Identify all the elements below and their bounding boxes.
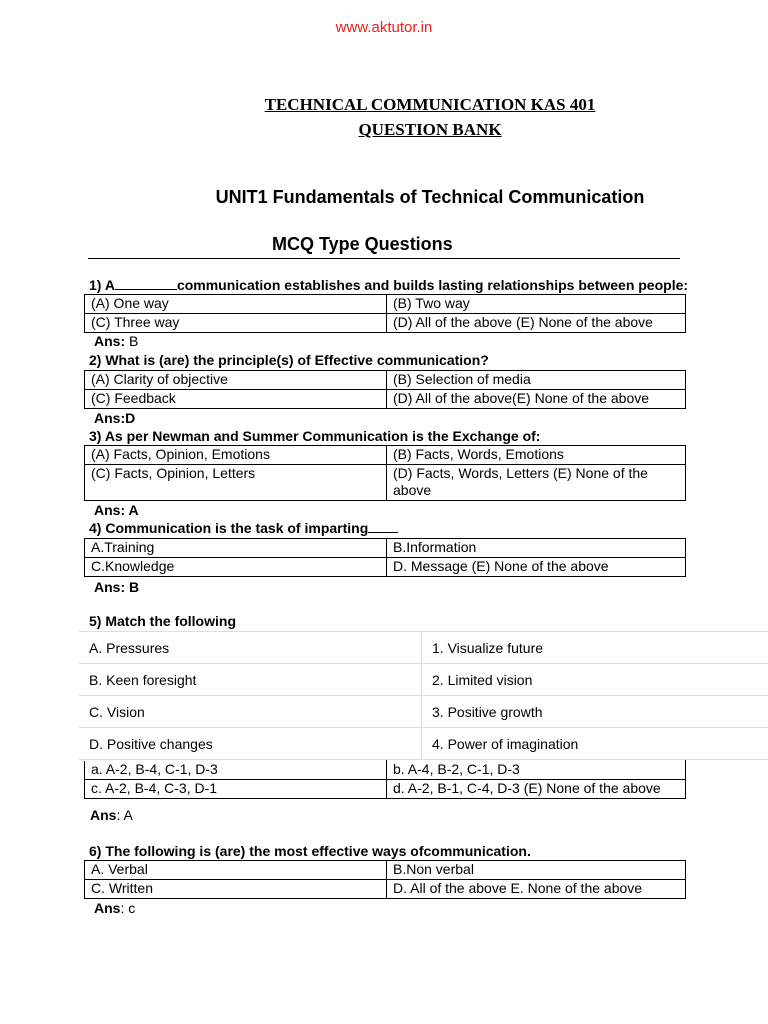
match-left: C. Vision: [79, 696, 422, 728]
answer-5: [90, 807, 133, 823]
options-row: [85, 539, 686, 558]
option-c: (C) Feedback: [85, 390, 387, 409]
document-subtitle: QUESTION BANK: [358, 120, 502, 139]
question-1-text: communication establishes and builds lasting relationships between people:: [176, 277, 689, 293]
match-left: A. Pressures: [79, 632, 422, 664]
question-4-options: [84, 538, 686, 577]
answer-label: Ans: [94, 900, 121, 916]
question-1-blank: [115, 289, 177, 290]
question-4-blank: [368, 532, 398, 533]
question-1-options: [84, 294, 686, 333]
question-5-options: [84, 760, 686, 799]
option-d: (D) Facts, Words, Letters (E) None of the above: [387, 465, 686, 501]
document-title: TECHNICAL COMMUNICATION KAS 401: [264, 95, 596, 114]
answer-value: : A: [116, 807, 133, 823]
question-6: 6) The following is (are) the most effective ways ofcommunication.: [89, 843, 531, 859]
answer-label: Ans: A: [94, 502, 139, 518]
section-heading: MCQ Type Questions: [272, 234, 453, 254]
question-4-text: 4) Communication is the task of imparting: [89, 520, 369, 536]
match-table: [79, 631, 768, 760]
option-a: A. Verbal: [85, 861, 387, 880]
option-a: (A) Facts, Opinion, Emotions: [85, 446, 387, 465]
question-4: [89, 520, 398, 536]
match-row: [79, 696, 768, 728]
unit-heading: UNIT1 Fundamentals of Technical Communication: [215, 187, 645, 207]
option-a: A.Training: [85, 539, 387, 558]
match-right: 2. Limited vision: [422, 664, 768, 696]
option-c: (C) Three way: [85, 314, 387, 333]
option-c: C. Written: [85, 880, 387, 899]
match-row: [79, 728, 768, 760]
options-row: [85, 780, 686, 799]
option-b: (B) Facts, Words, Emotions: [387, 446, 686, 465]
options-row: [85, 371, 686, 390]
options-row: [85, 446, 686, 465]
question-3-options: [84, 445, 686, 501]
answer-value: B: [125, 333, 139, 349]
answer-label: Ans: B: [94, 579, 140, 595]
option-d: D. All of the above E. None of the above: [387, 880, 686, 899]
answer-label: Ans:: [94, 333, 126, 349]
option-b: B.Information: [387, 539, 686, 558]
answer-6: [94, 900, 135, 916]
option-d: (D) All of the above(E) None of the above: [387, 390, 686, 409]
option-c: (C) Facts, Opinion, Letters: [85, 465, 387, 501]
option-b: (B) Selection of media: [387, 371, 686, 390]
question-3: 3) As per Newman and Summer Communication is the Exchange of:: [89, 428, 541, 444]
option-c: C.Knowledge: [85, 558, 387, 577]
option-d: D. Message (E) None of the above: [387, 558, 686, 577]
options-row: [85, 861, 686, 880]
section-divider: [88, 258, 680, 259]
options-row: [85, 761, 686, 780]
option-b: (B) Two way: [387, 295, 686, 314]
options-row: [85, 314, 686, 333]
answer-value: : c: [120, 900, 136, 916]
options-row: [85, 390, 686, 409]
match-left: B. Keen foresight: [79, 664, 422, 696]
option-b: B.Non verbal: [387, 861, 686, 880]
option-c: c. A-2, B-4, C-3, D-1: [85, 780, 387, 799]
answer-3: [94, 502, 139, 518]
option-d: (D) All of the above (E) None of the above: [387, 314, 686, 333]
match-right: 1. Visualize future: [422, 632, 768, 664]
options-row: [85, 465, 686, 501]
answer-2: [94, 410, 135, 426]
option-a: (A) Clarity of objective: [85, 371, 387, 390]
option-b: b. A-4, B-2, C-1, D-3: [387, 761, 686, 780]
options-row: [85, 558, 686, 577]
answer-label: Ans:D: [94, 410, 136, 426]
site-link[interactable]: www.aktutor.in: [335, 19, 433, 36]
question-5: 5) Match the following: [89, 613, 236, 629]
option-a: a. A-2, B-4, C-1, D-3: [85, 761, 387, 780]
match-right: 4. Power of imagination: [422, 728, 768, 760]
match-row: [79, 664, 768, 696]
option-a: (A) One way: [85, 295, 387, 314]
match-right: 3. Positive growth: [422, 696, 768, 728]
answer-label: Ans: [90, 807, 117, 823]
option-d: d. A-2, B-1, C-4, D-3 (E) None of the above: [387, 780, 686, 799]
answer-4: [94, 579, 139, 595]
answer-1: [94, 333, 138, 349]
question-2-options: [84, 370, 686, 409]
question-2: 2) What is (are) the principle(s) of Effective communication?: [89, 352, 489, 368]
match-left: D. Positive changes: [79, 728, 422, 760]
question-1-number: 1) A: [89, 277, 115, 293]
question-6-options: [84, 860, 686, 899]
options-row: [85, 295, 686, 314]
match-row: [79, 632, 768, 664]
question-1: [89, 277, 688, 293]
options-row: [85, 880, 686, 899]
